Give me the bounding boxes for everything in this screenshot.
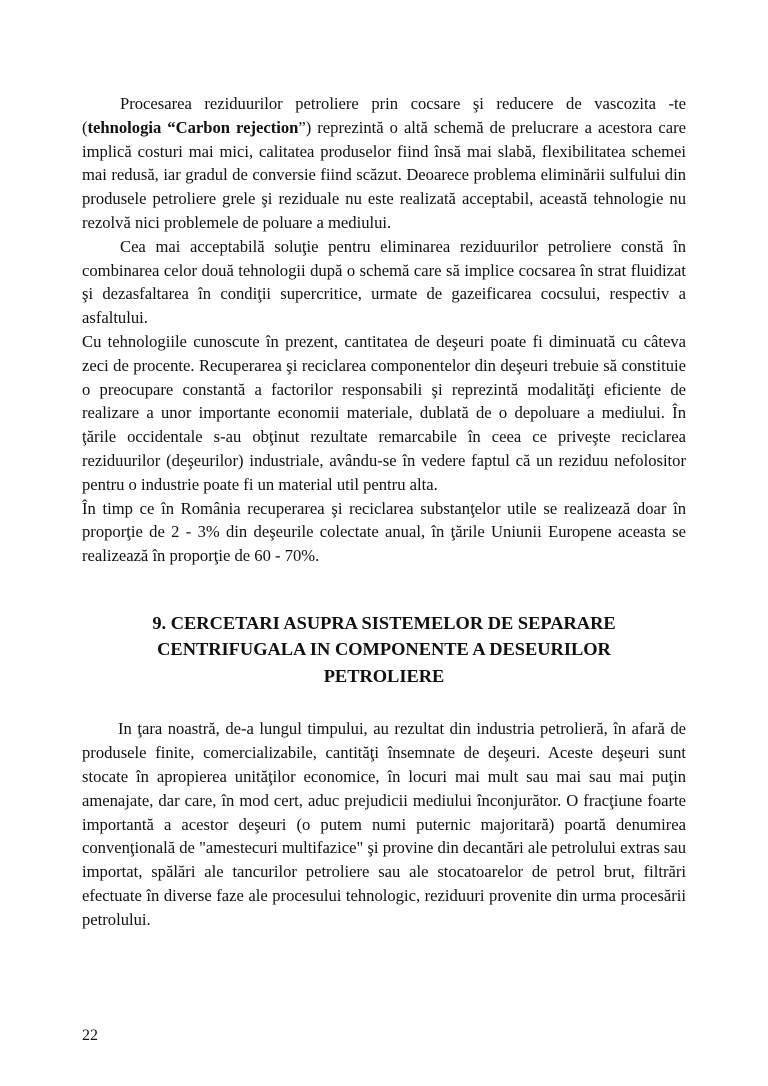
paragraph-carbon-rejection <box>82 92 686 235</box>
paragraph-combined-technologies: Cea mai acceptabilă soluţie pentru eliminarea reziduurilor petroliere constă în combinarea celor două tehnologii după o schemă care să implice cocsarea în strat fluidizat şi dezasfaltarea în condiţii supercritice, urmate de gazeificarea cocsului, respectiv a asfaltului. <box>82 236 686 328</box>
page-body <box>82 92 686 932</box>
heading-line-2: CENTRIFUGALA IN COMPONENTE A DESEURILOR <box>157 639 611 660</box>
paragraph-romania-eu-comparison: În timp ce în România recuperarea şi reciclarea substanţelor utile se realizează doar în proporţie de 2 - 3% din deşeurile colectate anual, în ţările Uniunii Europene aceasta se realizează în proporţie de 60 - 70%. <box>82 498 686 566</box>
section-heading <box>82 610 686 690</box>
heading-line-3: PETROLIERE <box>323 665 445 686</box>
page-number: 22 <box>82 1027 98 1044</box>
paragraph-waste-recycling: Cu tehnologiile cunoscute în prezent, cantitatea de deşeuri poate fi diminuată cu câteva zeci de procente. Recuperarea şi reciclarea componentelor din deşeuri trebuie să constituie o preocupare constantă a factorilor responsabili şi reprezintă modalităţi eficiente de realizare a unor importante economii materiale, dublată de o depoluare a mediului. În ţările occidentale s-au obţinut rezultate remarcabile în ceea ce priveşte reciclarea reziduurilor (deşeurilor) industriale, avându-se în vedere faptul că un reziduu nefolositor pentru o industrie poate fi un material util pentru alta. <box>82 331 686 494</box>
paragraph-1-text-end: ”) reprezintă o altă schemă de prelucrare a acestora care implică costuri mai mici, calitatea produselor fiind însă mai slabă, flexibilitatea schemei mai redusă, iar gradul de conversie fiind scăzut. Deoarece problema eliminării sulfului din produsele petroliere grele şi reziduale nu este realizată acceptabil, această tehnologie nu rezolvă nici problemele de poluare a mediului. <box>82 117 686 232</box>
paragraph-multiphase-mixtures: In ţara noastră, de-a lungul timpului, au rezultat din industria petrolieră, în afară de produsele finite, comercializabile, cantităţi însemnate de deşeuri. Aceste deşeuri sunt stocate în apropierea unităţilor economice, în locuri mai mult sau mai sau mai puţin amenajate, dar care, în mod cert, aduc prejudicii mediului înconjurător. O fracţiune foarte importantă a acestor deşeuri (o putem numi puternic majoritară) poartă denumirea convenţională de "amestecuri multifazice" şi provine din decantări ale petrolului extras sau importat, spălări ale tancurilor petroliere sau ale stocatoarelor de petrol brut, filtrări efectuate în diverse faze ale procesului tehnologic, reziduuri provenite din urma procesării petrolului. <box>82 719 686 929</box>
paragraph-1-text-start: Procesarea reziduurilor petroliere prin cocsare şi reducere de vascozita -te ( <box>82 94 686 137</box>
heading-line-1: 9. CERCETARI ASUPRA SISTEMELOR DE SEPARARE <box>152 612 616 633</box>
paragraph-1-bold-term: tehnologia “Carbon rejection <box>87 117 299 137</box>
